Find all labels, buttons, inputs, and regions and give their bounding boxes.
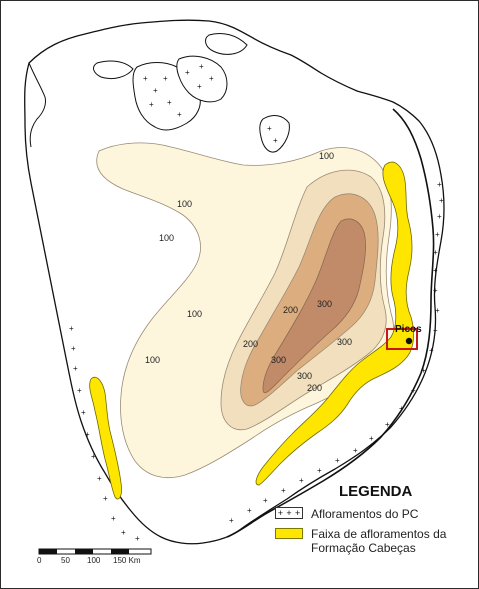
svg-text:+: + [281,486,286,495]
svg-text:+: + [185,68,190,77]
legend-item-band [275,527,446,555]
svg-text:+: + [247,506,252,515]
scale-tick-label: 0 [37,556,42,565]
svg-text:+: + [177,110,182,119]
svg-text:+: + [197,82,202,91]
svg-text:+: + [85,430,90,439]
contour-label: 300 [297,371,313,381]
svg-text:+: + [267,124,272,133]
svg-text:+: + [77,386,82,395]
legend-title: LEGENDA [339,483,413,500]
svg-text:+: + [353,446,358,455]
legend-pc-mark: + [277,507,283,518]
svg-text:+: + [369,434,374,443]
legend-item-pc-label: Afloramentos do PC [311,507,419,521]
contour-label: 100 [177,199,193,209]
svg-text:+: + [435,306,440,315]
svg-text:+: + [167,98,172,107]
svg-text:+: + [263,496,268,505]
svg-text:+: + [433,286,438,295]
svg-text:+: + [81,408,86,417]
contour-label: 100 [187,309,203,319]
contour-label: 300 [337,337,353,347]
svg-text:+: + [433,266,438,275]
svg-text:+: + [435,230,440,239]
contour-label: 200 [283,305,299,315]
svg-text:+: + [149,100,154,109]
svg-text:+: + [73,364,78,373]
contour-label: 100 [319,151,335,161]
legend-swatch-pc [275,507,303,519]
scale-tick-label: 150 Km [113,556,141,565]
svg-text:+: + [69,324,74,333]
scale-bar [39,549,151,554]
legend-pc-mark: + [295,507,301,518]
contour-label: 200 [243,339,259,349]
svg-text:+: + [229,516,234,525]
svg-text:+: + [153,86,158,95]
svg-text:+: + [299,476,304,485]
contour-label: 100 [145,355,161,365]
svg-text:+: + [209,74,214,83]
svg-text:+: + [121,528,126,537]
svg-text:+: + [437,212,442,221]
legend-item-band-line2: Formação Cabeças [311,541,416,555]
svg-text:+: + [71,344,76,353]
contour-label: 300 [317,299,333,309]
svg-text:+: + [429,346,434,355]
scale-tick-label: 100 [87,556,101,565]
contour-label: 100 [159,233,175,243]
svg-text:+: + [143,74,148,83]
svg-text:+: + [111,514,116,523]
svg-text:+: + [103,494,108,503]
legend-item-band-line1: Faixa de afloramentos da [311,527,447,541]
svg-text:+: + [135,534,140,543]
place-label-picos: Picos [395,324,422,335]
svg-text:+: + [385,420,390,429]
svg-text:+: + [433,248,438,257]
contour-label: 300 [271,355,287,365]
svg-text:+: + [399,404,404,413]
svg-text:+: + [273,136,278,145]
picos-marker [406,338,412,344]
svg-text:+: + [437,180,442,189]
contour-label: 200 [307,383,323,393]
legend-item-pc [275,507,418,521]
scale-tick-label: 50 [61,556,70,565]
svg-text:+: + [433,326,438,335]
legend-item-band-label [311,527,446,555]
svg-text:+: + [411,386,416,395]
scale-labels [33,556,163,570]
svg-text:+: + [163,74,168,83]
legend-pc-mark: + [286,507,292,518]
legend-swatch-band [275,528,303,539]
svg-text:+: + [335,456,340,465]
svg-text:+: + [439,196,444,205]
svg-text:+: + [421,366,426,375]
svg-text:+: + [317,466,322,475]
svg-text:+: + [199,62,204,71]
svg-text:+: + [97,474,102,483]
svg-text:+: + [91,452,96,461]
